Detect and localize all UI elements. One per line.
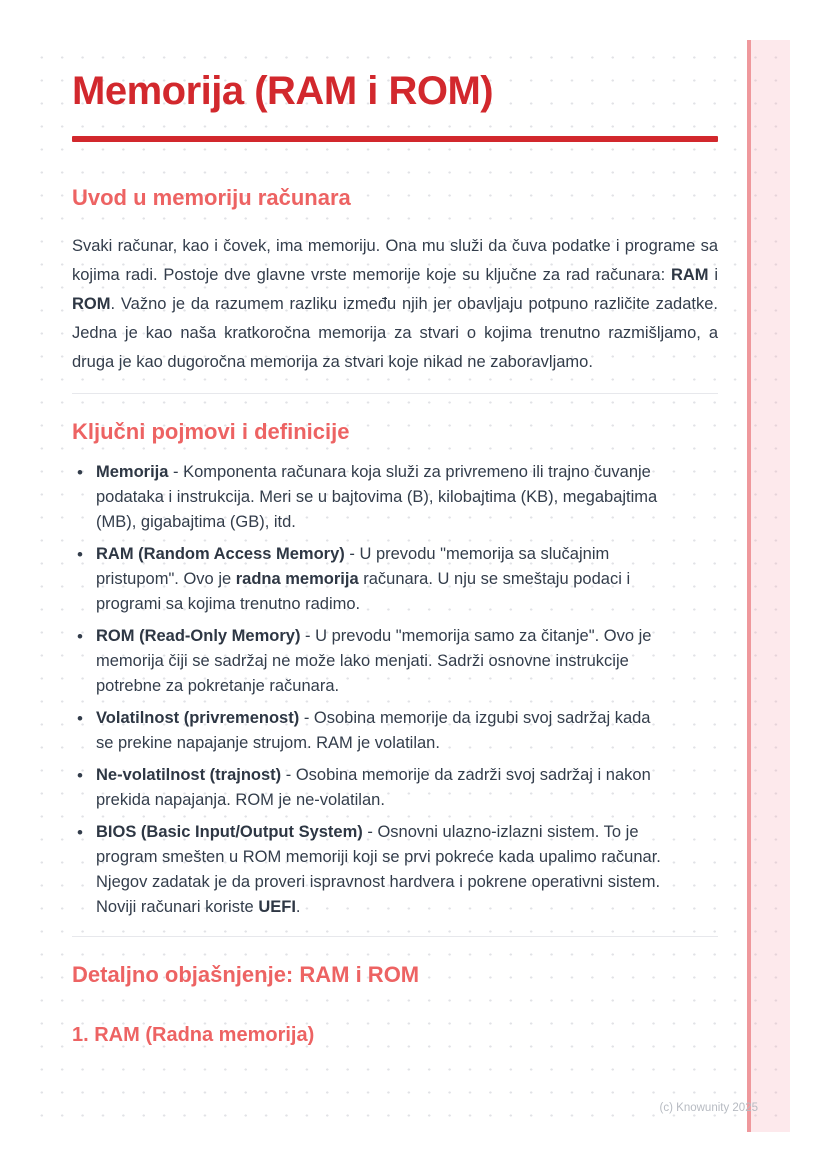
section-heading-intro: Uvod u memoriju računara [72, 185, 351, 210]
section-divider-2 [72, 936, 718, 937]
copyright-footer: (c) Knowunity 2025 [659, 1102, 758, 1114]
worksheet-canvas [40, 40, 790, 1132]
page-title: Memorija (RAM i ROM) [72, 69, 494, 113]
intro-paragraph: Svaki računar, kao i čovek, ima memoriju. Ona mu služi da čuva podatke i programe sa kojima radi. Postoje dve glavne vrste memorije koje su ključne za rad računara: RAM i ROM. Važno je da razumem razliku između njih jer obavljaju potpuno različite zadatke. Jedna je kao naša kratkoročna memorija za stvari o kojima trenutno razmišljamo, a druga je kao dugoročna memorija za stvari koje nikad ne zaboravljamo. [72, 237, 718, 371]
section-heading-details: Detaljno objašnjenje: RAM i ROM [72, 962, 420, 987]
section-heading-definitions: Ključni pojmovi i definicije [72, 419, 350, 444]
title-underline-rule [72, 136, 718, 142]
subsection-heading-ram: 1. RAM (Radna memorija) [72, 1024, 315, 1046]
list-item-nevolatilnost: • Ne-volatilnost (trajnost) - Osobina memorije da zadrži svoj sadržaj i nakon prekida napajanja. ROM je ne-volatilan. [72, 763, 666, 813]
section-divider-1 [72, 393, 718, 394]
list-item-volatilnost: • Volatilnost (privremenost) - Osobina memorije da izgubi svoj sadržaj kada se prekine napajanje strujom. RAM je volatilan. [72, 706, 666, 756]
document-content [40, 40, 790, 1048]
list-item-ram: • RAM (Random Access Memory) - U prevodu "memorija sa slučajnim pristupom". Ovo je radna memorija računara. U nju se smeštaju podaci i programi sa kojima trenutno radimo. [72, 542, 666, 617]
list-item-memorija: • Memorija - Komponenta računara koja služi za privremeno ili trajno čuvanje podataka i instrukcija. Meri se u bajtovima (B), kilobajtima (KB), megabajtima (MB), gigabajtima (GB), itd. [72, 460, 666, 535]
list-item-rom: • ROM (Read-Only Memory) - U prevodu "memorija samo za čitanje". Ovo je memorija čiji se sadržaj ne može lako menjati. Sadrži osnovne instrukcije potrebne za pokretanje računara. [72, 624, 666, 699]
definitions-list [72, 460, 718, 920]
list-item-bios: • BIOS (Basic Input/Output System) - Osnovni ulazno-izlazni sistem. To je program smešten u ROM memoriji koji se prvi pokreće kada upalimo računar. Njegov zadatak je da proveri ispravnost hardvera i pokrene operativni sistem. Noviji računari koriste UEFI. [72, 820, 666, 920]
